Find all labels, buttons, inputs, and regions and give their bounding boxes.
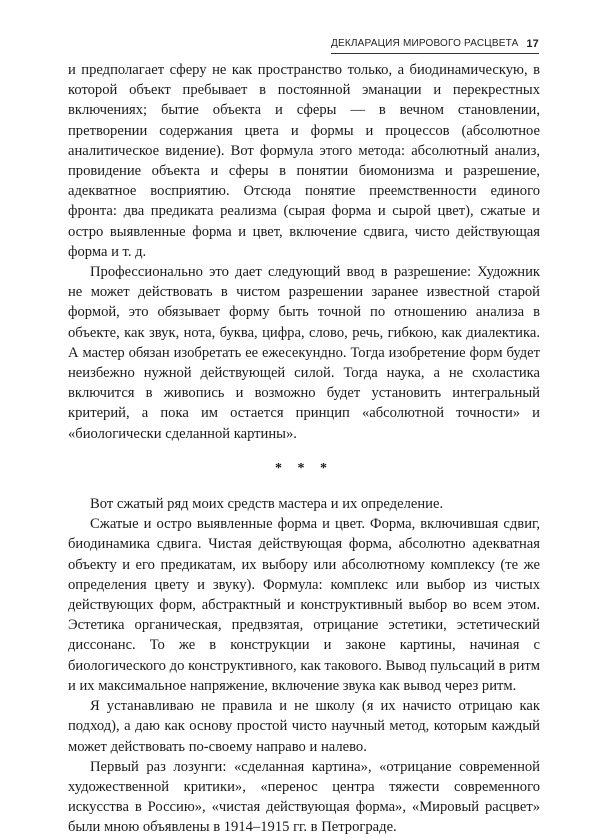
running-header-title: ДЕКЛАРАЦИЯ МИРОВОГО РАСЦВЕТА (331, 38, 519, 49)
running-header (331, 34, 539, 53)
paragraph: Я устанавливаю не правила и не школу (я их начисто отрицаю как подход), а даю как основу простой чисто научный метод, которым каждый может действовать по-своему направо и налево. (68, 698, 540, 755)
paragraph: Профессионально это дает следующий ввод в разрешение: Художник не может действовать в чистом разрешении заранее известной старой формой, это обязывает форму быть точной по отношению анализа в объекте, как звук, нота, буква, цифра, слово, речь, гибкою, как диалектика. А мастер обязан изобретать ее ежесекундно. Тогда изобретение форм будет неизбежно нужной действующей силой. Тогда наука, а не схоластика включится в живопись и возможно будет установить интегральный критерий, а пока им остается принцип «абсолютной точности» и «биологически сделанной картины». (68, 264, 540, 442)
section-separator: * * * (275, 460, 333, 476)
paragraph: Сжатые и остро выявленные форма и цвет. Форма, включившая сдвиг, биодинамика сдвига. Чистая действующая форма, абсолютно адекватная объекту и его предикатам, их выбору или абсолютному комплексу (те же определения цвету и звуку). Формула: комплекс или выбор из чистых действующих форм, абстрактный и конструктивный выбор во всем этом. Эстетика органическая, предвзятая, отрицание эстетики, эстетический диссонанс. То же в конструкции и законе картины, начиная с биологического до конструктивного, как такового. Вывод пульсаций в ритм и их максимальное напряжение, включение звука как вывод через ритм. (68, 516, 540, 694)
page-number: 17 (526, 37, 539, 50)
body-text (68, 60, 540, 838)
paragraph: и предполагает сферу не как пространство только, а биодинамическую, в которой объект пребывает в постоянной эманации и перекрестных включениях; бытие объекта и сферы — в вечном становлении, претворении содержания цвета и формы и процессов (абсолютное аналитическое видение). Вот формула этого метода: абсолютный анализ, провидение объекта и сферы в понятии биомонизма и разрешение, адекватное восприятию. Отсюда понятие преемственности единого фронта: два предиката реализма (сырая форма и сырой цвет), сжатые и остро выявленные форма и цвет, включение сдвига, чисто действующая форма и т. д. (68, 62, 540, 260)
header-divider (331, 53, 539, 54)
paragraph: Вот сжатый ряд моих средств мастера и их определение. (90, 496, 444, 513)
paragraph: Первый раз лозунги: «сделанная картина», «отрицание современной художественной критики», «перенос центра тяжести современного искусства в Россию», «чистая действующая форма», «Мировый расцвет» были мною объявлены в 1914–1915 гг. в Петрограде. (68, 758, 540, 836)
